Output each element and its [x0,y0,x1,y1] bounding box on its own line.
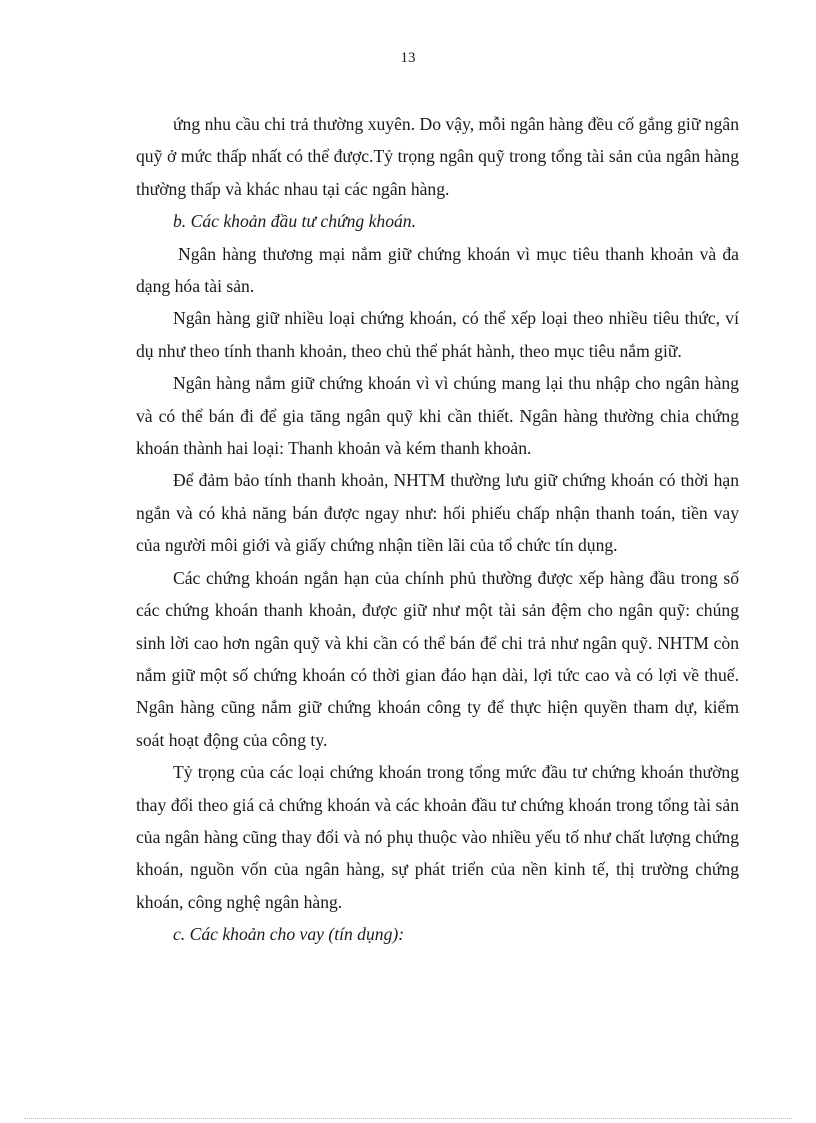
paragraph: Ngân hàng giữ nhiều loại chứng khoán, có thể xếp loại theo nhiều tiêu thức, ví dụ như theo tính thanh khoản, theo chủ thể phát hành, theo mục tiêu nắm giữ. [136,308,739,361]
paragraph: Để đảm bảo tính thanh khoản, NHTM thường lưu giữ chứng khoán có thời hạn ngắn và có khả năng bán được ngay như: hối phiếu chấp nhận thanh toán, tiền vay của người môi giới và giấy chứng nhận tiền lãi của tổ chức tín dụng. [136,470,739,556]
paragraph: Các chứng khoán ngắn hạn của chính phủ thường được xếp hàng đầu trong số các chứng khoán thanh khoản, được giữ như một tài sản đệm cho ngân quỹ: chúng sinh lời cao hơn ngân quỹ và khi cần có thể bán để chi trả như ngân quỹ. NHTM còn nắm giữ một số chứng khoán có thời gian đáo hạn dài, lợi tức cao và có lợi về thuế. Ngân hàng cũng nắm giữ chứng khoán công ty để thực hiện quyền tham dự, kiểm soát hoạt động của công ty. [136,567,739,750]
document-body [136,108,739,951]
paragraph: Ngân hàng nắm giữ chứng khoán vì vì chúng mang lại thu nhập cho ngân hàng và có thể bán đi để gia tăng ngân quỹ khi cần thiết. Ngân hàng thường chia chứng khoán thành hai loại: Thanh khoản và kém thanh khoản. [136,373,739,459]
paragraph: Tỷ trọng của các loại chứng khoán trong tổng mức đầu tư chứng khoán thường thay đổi theo giá cả chứng khoán và các khoản đầu tư chứng khoán trong tổng tài sản của ngân hàng cũng thay đổi và nó phụ thuộc vào nhiều yếu tố như chất lượng chứng khoán, nguồn vốn của ngân hàng, sự phát triển của nền kinh tế, thị trường chứng khoán, công nghệ ngân hàng. [136,762,739,912]
section-heading-c: c. Các khoản cho vay (tín dụng): [173,924,405,945]
section-heading-b: b. Các khoản đầu tư chứng khoán. [173,211,416,232]
paragraph-continuation: ứng nhu cầu chi trả thường xuyên. Do vậy, mỗi ngân hàng đều cố gắng giữ ngân quỹ ở mức thấp nhất có thể được.Tỷ trọng ngân quỹ trong tổng tài sản của ngân hàng thường thấp và khác nhau tại các ngân hàng. [136,114,739,199]
paragraph: Ngân hàng thương mại nắm giữ chứng khoán vì mục tiêu thanh khoản và đa dạng hóa tài sản. [136,243,739,297]
page-bottom-divider [24,1118,792,1119]
page-number: 13 [400,50,416,66]
